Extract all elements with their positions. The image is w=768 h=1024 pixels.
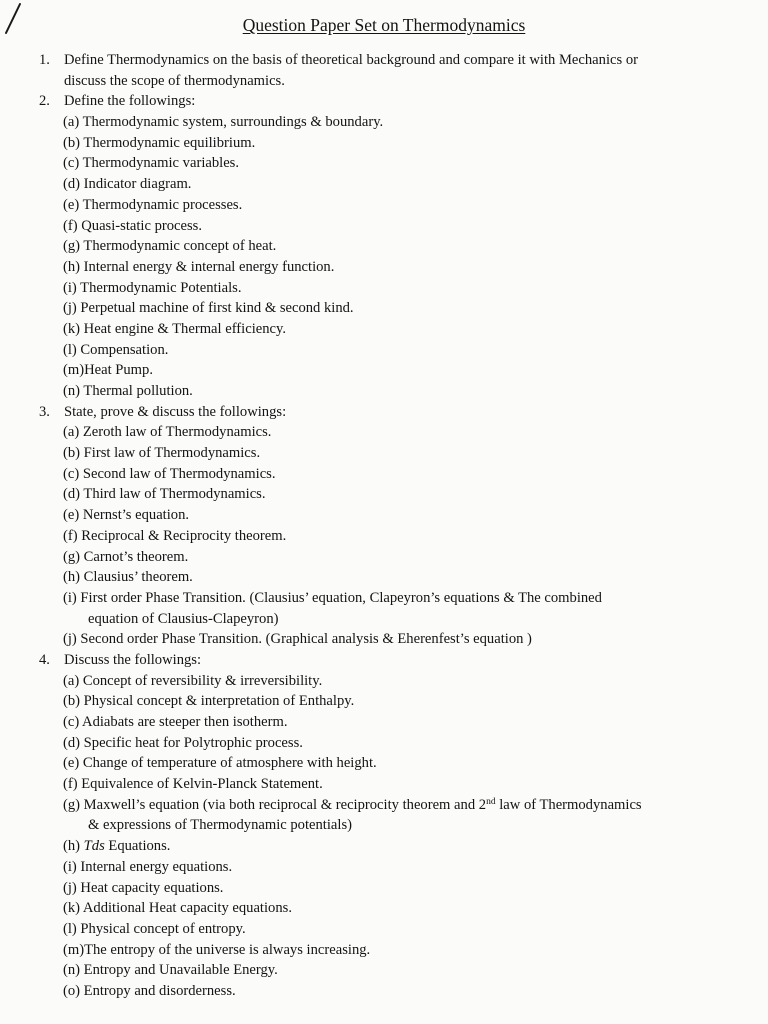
list-item: (b) Thermodynamic equilibrium.	[63, 134, 256, 151]
list-item: (m)Heat Pump.	[63, 362, 153, 379]
list-item: (f) Quasi-static process.	[63, 217, 202, 234]
list-item: (a) Concept of reversibility & irreversibility.	[63, 672, 323, 689]
question-text-continued: discuss the scope of thermodynamics.	[64, 72, 285, 89]
superscript: nd	[486, 796, 496, 807]
list-item: (e) Nernst’s equation.	[63, 507, 190, 524]
question-number: 1.	[39, 52, 50, 68]
list-item: (c) Adiabats are steeper then isotherm.	[63, 714, 288, 730]
list-item: (e) Thermodynamic processes.	[63, 196, 243, 213]
list-item: (n) Entropy and Unavailable Energy.	[63, 962, 278, 979]
question-1	[0, 50, 768, 71]
question-text: Define Thermodynamics on the basis of theoretical background and compare it with Mechanics or	[64, 52, 638, 68]
list-item: (a) Thermodynamic system, surroundings & boundary.	[63, 114, 384, 131]
list-item: (g) Carnot’s theorem.	[63, 548, 189, 565]
list-item: (o) Entropy and disorderness.	[63, 982, 236, 999]
question-number: 3.	[39, 403, 50, 420]
list-item: (j) Perpetual machine of first kind & second kind.	[63, 300, 354, 317]
item-text: (g) Maxwell’s equation (via both reciprocal & reciprocity theorem and 2	[63, 796, 487, 813]
list-item: (h) Clausius’ theorem.	[63, 569, 193, 586]
list-item: (h) Internal energy & internal energy function.	[63, 258, 335, 275]
question-number: 2.	[39, 93, 50, 110]
question-list	[0, 50, 768, 1002]
list-item: (l) Physical concept of entropy.	[63, 920, 246, 937]
list-item: (i) Internal energy equations.	[63, 858, 233, 875]
list-item: (n) Thermal pollution.	[63, 383, 193, 399]
list-item: (c) Second law of Thermodynamics.	[63, 465, 276, 482]
list-item-continued: & expressions of Thermodynamic potentials)	[88, 817, 352, 834]
list-item: (k) Heat engine & Thermal efficiency.	[63, 320, 286, 337]
question-2	[0, 91, 768, 112]
item-text: Equations.	[104, 838, 171, 855]
list-item: (k) Additional Heat capacity equations.	[63, 900, 292, 917]
question-3	[0, 402, 768, 423]
list-item: (b) Physical concept & interpretation of Enthalpy.	[63, 693, 355, 710]
list-item: (g) Thermodynamic concept of heat.	[63, 238, 277, 255]
list-item: (m)The entropy of the universe is always increasing.	[63, 941, 371, 958]
question-prompt: Discuss the followings:	[64, 651, 202, 668]
question-number: 4.	[39, 651, 50, 668]
list-item: (i) Thermodynamic Potentials.	[63, 279, 242, 296]
question-prompt: Define the followings:	[64, 93, 196, 110]
list-item: (d) Indicator diagram.	[63, 176, 192, 193]
list-item	[63, 795, 642, 816]
list-item: (f) Equivalence of Kelvin-Planck Statement.	[63, 776, 323, 793]
list-item: (a) Zeroth law of Thermodynamics.	[63, 424, 272, 441]
list-item: (e) Change of temperature of atmosphere with height.	[63, 755, 377, 772]
list-item: (b) First law of Thermodynamics.	[63, 445, 261, 462]
math-italic-text: Tds	[83, 838, 105, 855]
list-item: (d) Specific heat for Polytrophic process.	[63, 734, 303, 751]
list-item	[63, 836, 170, 857]
list-item: (f) Reciprocal & Reciprocity theorem.	[63, 527, 287, 544]
list-item: (j) Heat capacity equations.	[63, 879, 224, 896]
question-4	[0, 650, 768, 671]
list-item-continued: equation of Clausius-Clapeyron)	[88, 610, 279, 627]
list-item: (i) First order Phase Transition. (Clausius’ equation, Clapeyron’s equations & The combined	[63, 589, 602, 606]
question-prompt: State, prove & discuss the followings:	[64, 403, 287, 420]
list-item: (d) Third law of Thermodynamics.	[63, 486, 266, 503]
list-item: (l) Compensation.	[63, 341, 169, 358]
item-text: law of Thermodynamics	[495, 796, 642, 813]
page-title: Question Paper Set on Thermodynamics	[242, 15, 526, 35]
list-item: (c) Thermodynamic variables.	[63, 155, 240, 172]
item-label: (h)	[63, 838, 84, 855]
list-item: (j) Second order Phase Transition. (Graphical analysis & Eherenfest’s equation )	[63, 631, 532, 648]
